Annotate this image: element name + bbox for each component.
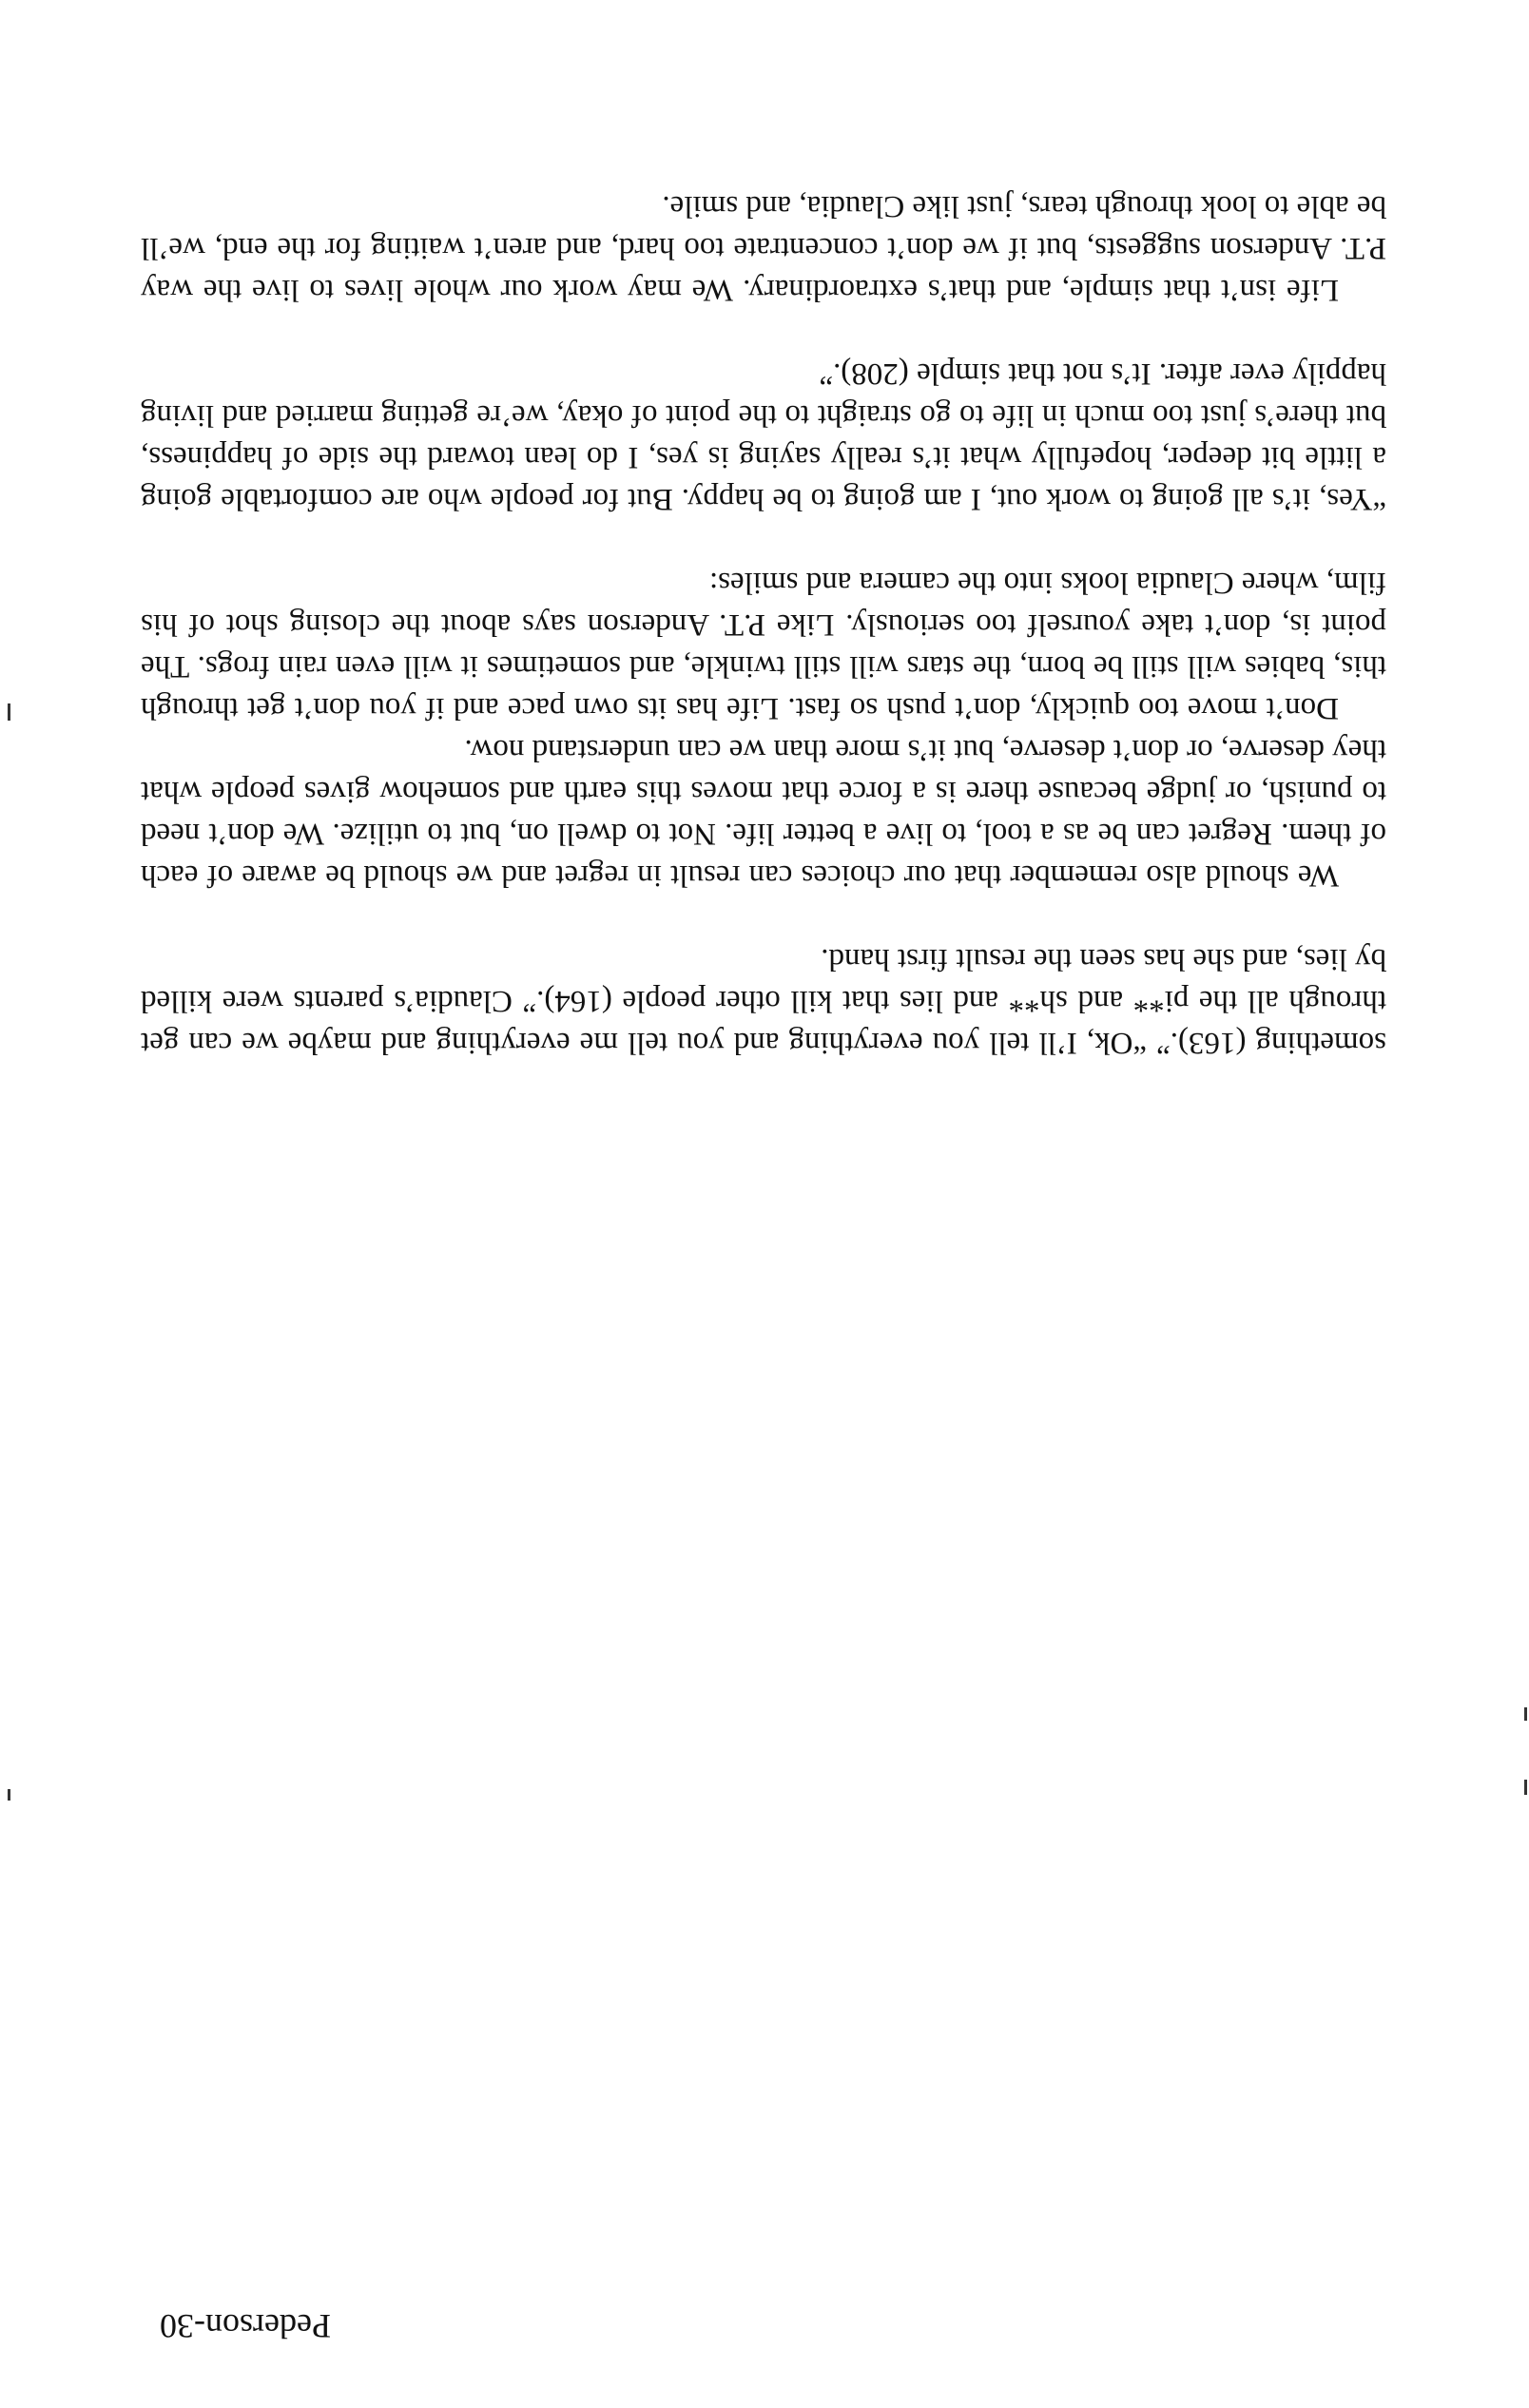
paragraph-2: We should also remember that our choices can result in regret and we should be aware of each of them. Regret can be as a tool, to live a better life. Not to dwell on, but to utilize. We don’t need to punish, or judge because there is a force that moves this earth and somehow gives people what they deserve, or don’t deserve, but it’s more than we can understand now. <box>141 733 1386 893</box>
paragraph-1: something (163).” “Ok, I’ll tell you everything and you tell me everything and maybe we can get through all the pi** and sh** and lies that kill other people (164).” Claudia’s parents were killed by lies, and she has seen the result first hand. <box>141 942 1386 1060</box>
body-text <box>141 185 1386 1064</box>
running-head: Pederson-30 <box>160 2307 331 2345</box>
scan-edge-mark <box>1524 1707 1527 1721</box>
scan-edge-mark <box>8 703 10 721</box>
paragraph-3: Don’t move too quickly, don’t push so fast. Life has its own pace and if you don’t get through this, babies will still be born, the stars will still twinkle, and sometimes it will even rain frogs. The point is, don’t take yourself too seriously. Like P.T. Anderson says about the closing shot of his film, where Claudia looks into the camera and smiles: <box>141 566 1386 725</box>
paragraph-5: Life isn’t that simple, and that’s extraordinary. We may work our whole lives to live the way P.T. Anderson suggests, but if we don’t concentrate too hard, and aren’t waiting for the end, we’ll be able to look through tears, just like Claudia, and smile. <box>141 189 1386 307</box>
scan-edge-mark <box>1524 1780 1527 1795</box>
scan-edge-mark <box>8 1789 10 1801</box>
block-quote: “Yes, it’s all going to work out, I am going to be happy. But for people who are comfortable going a little bit deeper, hopefully what it’s really saying is yes, I do lean toward the side of happiness, but there’s just too much in life to go straight to the point of okay, we’re getting married and living happily ever after. It’s not that simple (208).” <box>141 356 1386 516</box>
